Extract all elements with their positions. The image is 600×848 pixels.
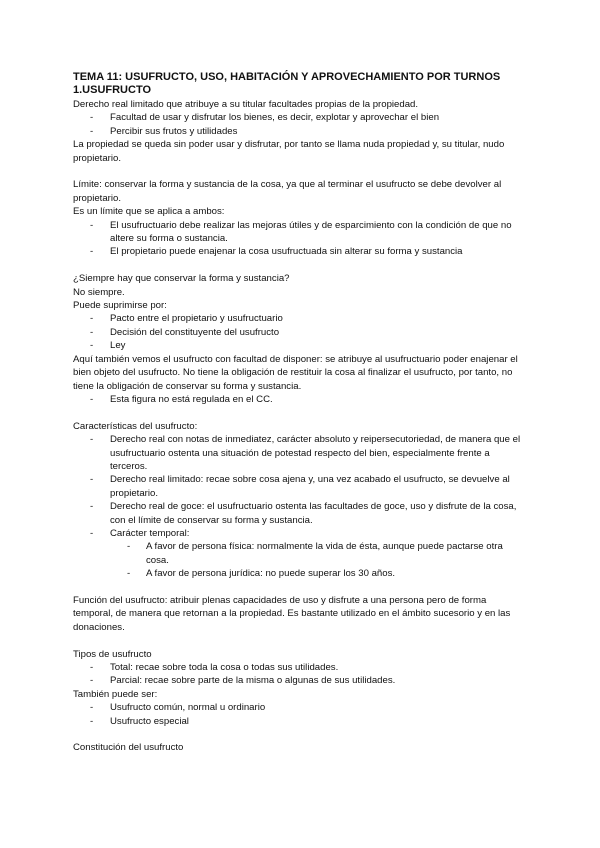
list-item: - Usufructo especial [73, 715, 528, 728]
list-item: - Facultad de usar y disfrutar los bienes, es decir, explotar y aprovechar el bien [73, 111, 528, 124]
bullet-list [73, 433, 528, 580]
spacer [73, 581, 528, 594]
bullet-list [73, 661, 528, 688]
list-item: - El propietario puede enajenar la cosa usufructuada sin alterar su forma y sustancia [73, 245, 528, 258]
list-item: - Pacto entre el propietario y usufructuario [73, 312, 528, 325]
spacer [73, 728, 528, 741]
paragraph: No siempre. [73, 286, 125, 298]
paragraph: Función del usufructo: atribuir plenas capacidades de uso y disfrute a una persona pero de forma temporal, de manera que retornan a la propiedad. Es bastante utilizado en el ámbito sucesorio y en las donaciones. [73, 594, 511, 633]
list-item: - Percibir sus frutos y utilidades [73, 125, 528, 138]
paragraph: Características del usufructo: [73, 420, 198, 432]
spacer [73, 259, 528, 272]
list-item: - Usufructo común, normal u ordinario [73, 701, 528, 714]
list-item: - Total: recae sobre toda la cosa o todas sus utilidades. [73, 661, 528, 674]
paragraph: Límite: conservar la forma y sustancia de la cosa, ya que al terminar el usufructo se debe devolver al propietario. [73, 179, 502, 204]
spacer [73, 634, 528, 647]
paragraph: Derecho real limitado que atribuye a su titular facultades propias de la propiedad. [73, 99, 419, 110]
list-item: - Carácter temporal: [73, 527, 528, 540]
list-item: - Decisión del constituyente del usufructo [73, 326, 528, 339]
paragraph: También puede ser: [73, 688, 158, 700]
list-subitem: - A favor de persona jurídica: no puede superar los 30 años. [73, 567, 528, 580]
list-item: - El usufructuario debe realizar las mejoras útiles y de esparcimiento con la condición de que no altere su forma o sustancia. [73, 219, 528, 246]
bullet-list [73, 312, 528, 352]
paragraph: Es un límite que se aplica a ambos: [73, 206, 225, 218]
section-heading-usufructo: 1.USUFRUCTO [73, 84, 152, 96]
list-item: - Derecho real con notas de inmediatez, carácter absoluto y reipersecutoriedad, de manera que el usufructuario ostenta una situación de potestad respecto del bien, especialmente frente a terceros. [73, 433, 528, 473]
list-item: - Parcial: recae sobre parte de la misma o algunas de sus utilidades. [73, 674, 528, 687]
paragraph: Constitución del usufructo [73, 742, 184, 754]
list-item: - Derecho real de goce: el usufructuario ostenta las facultades de goce, uso y disfrute de la cosa, con el límite de conservar su forma y sustancia. [73, 500, 528, 527]
paragraph: ¿Siempre hay que conservar la forma y sustancia? [73, 273, 290, 285]
paragraph: Puede suprimirse por: [73, 300, 167, 312]
list-item: - Ley [73, 339, 528, 352]
bullet-list [73, 393, 528, 406]
document-content [73, 70, 528, 755]
bullet-list [73, 219, 528, 259]
list-subitem: - A favor de persona física: normalmente la vida de ésta, aunque puede pactarse otra cosa. [73, 540, 528, 567]
bullet-list [73, 701, 528, 728]
paragraph: Tipos de usufructo [73, 648, 152, 660]
paragraph: Aquí también vemos el usufructo con facultad de disponer: se atribuye al usufructuario poder enajenar el bien objeto del usufructo. No tiene la obligación de restituir la cosa al finalizar el usufructo, por tanto, no tiene la obligación de conservar su forma y sustancia. [73, 353, 518, 392]
spacer [73, 165, 528, 178]
bullet-list [73, 111, 528, 138]
list-item: - Derecho real limitado: recae sobre cosa ajena y, una vez acabado el usufructo, se devuelve al propietario. [73, 473, 528, 500]
paragraph: La propiedad se queda sin poder usar y disfrutar, por tanto se llama nuda propiedad y, su titular, nudo propietario. [73, 139, 505, 164]
spacer [73, 406, 528, 419]
document-title: TEMA 11: USUFRUCTO, USO, HABITACIÓN Y APROVECHAMIENTO POR TURNOS [73, 71, 501, 83]
list-item: - Esta figura no está regulada en el CC. [73, 393, 528, 406]
